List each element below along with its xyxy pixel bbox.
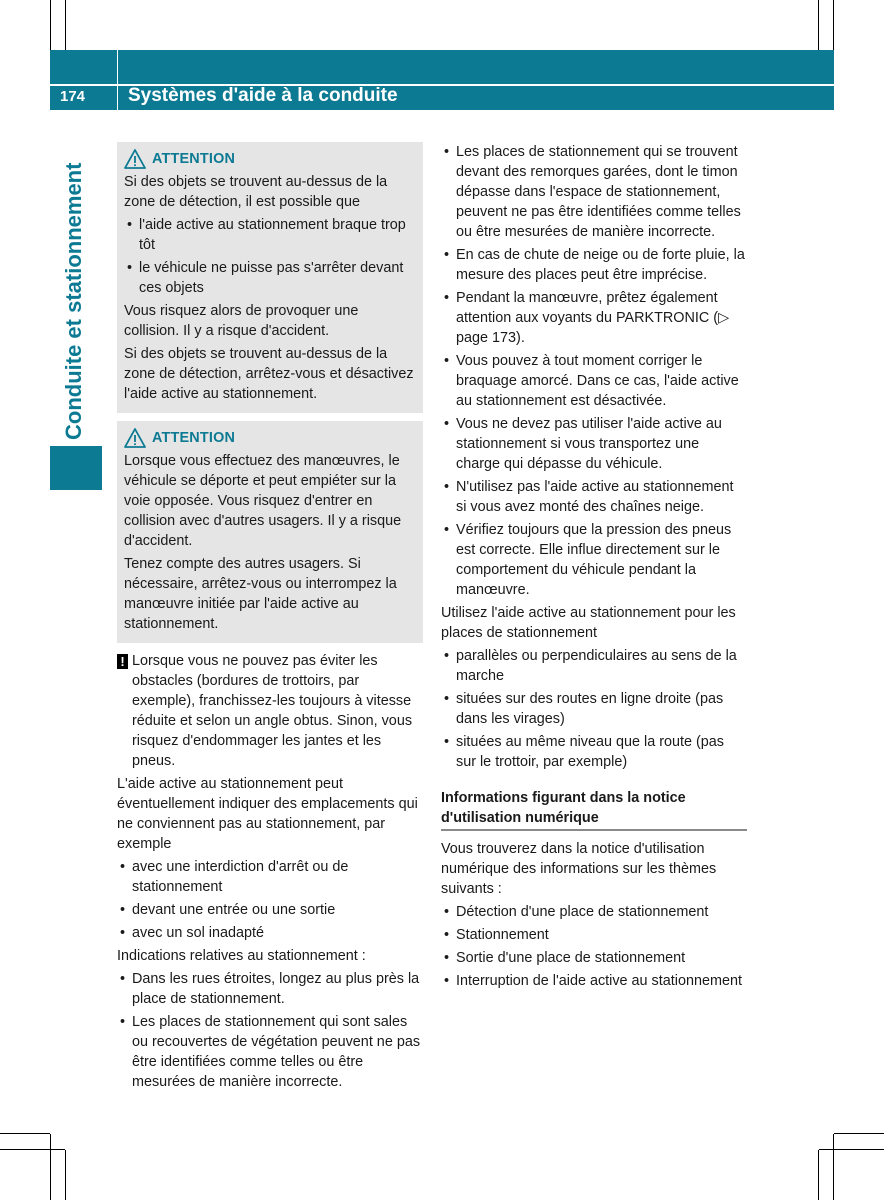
list-item: • Dans les rues étroites, longez au plus près la place de stationnement.: [117, 969, 423, 1009]
side-tab-label: Conduite et stationnement: [61, 162, 86, 440]
crop-mark: [833, 1134, 834, 1200]
notice: [117, 651, 423, 771]
warning-text: Si des objets se trouvent au-dessus de la zone de détection, arrêtez-vous et désactivez l'aide active au stationnement.: [124, 346, 414, 402]
list-item: • Sortie d'une place de stationnement: [441, 948, 747, 968]
crop-mark: [834, 1133, 884, 1134]
warning-box: [117, 142, 423, 413]
list-item: • Stationnement: [441, 925, 747, 945]
list-item: • le véhicule ne puisse pas s'arrêter devant ces objets: [124, 258, 416, 298]
warning-triangle-icon: [124, 428, 146, 448]
crop-mark: [833, 0, 834, 50]
crop-mark: [818, 1150, 819, 1200]
list-item: • devant une entrée ou une sortie: [117, 900, 423, 920]
list-item: • N'utilisez pas l'aide active au stationnement si vous avez monté des chaînes neige.: [441, 477, 747, 517]
list-item: • situées sur des routes en ligne droite (pas dans les virages): [441, 689, 747, 729]
paragraph: Indications relatives au stationnement :: [117, 948, 366, 964]
crop-mark: [0, 1149, 65, 1150]
notice-text: Lorsque vous ne pouvez pas éviter les obstacles (bordures de trottoirs, par exemple), franchissez-les toujours à vitesse réduite et selon un angle obtus. Sinon, vous risquez d'endommager les jantes et les pneus.: [132, 653, 413, 769]
warning-label: ATTENTION: [152, 430, 236, 446]
warning-box: [117, 421, 423, 643]
crop-mark: [818, 0, 819, 50]
list-item: • avec une interdiction d'arrêt ou de stationnement: [117, 857, 423, 897]
crop-mark: [0, 1133, 50, 1134]
warning-label: ATTENTION: [152, 151, 236, 167]
list-item: • avec un sol inadapté: [117, 923, 423, 943]
list-item: • Vérifiez toujours que la pression des pneus est correcte. Elle influe directement sur le comportement du véhicule pendant la manœuvre.: [441, 520, 747, 600]
paragraph: L'aide active au stationnement peut éventuellement indiquer des emplacements qui ne conviennent pas au stationnement, par exemple: [117, 776, 418, 852]
paragraph: Vous trouverez dans la notice d'utilisation numérique des informations sur les thèmes suivants :: [441, 841, 717, 897]
page-title: Systèmes d'aide à la conduite: [128, 85, 398, 106]
crop-mark: [65, 0, 66, 50]
warning-text: Tenez compte des autres usagers. Si nécessaire, arrêtez-vous ou interrompez la manœuvre initiée par l'aide active au stationnement.: [124, 556, 397, 632]
list-item: • l'aide active au stationnement braque trop tôt: [124, 215, 416, 255]
list-item: • situées au même niveau que la route (pas sur le trottoir, par exemple): [441, 732, 747, 772]
paragraph: Utilisez l'aide active au stationnement pour les places de stationnement: [441, 605, 736, 641]
right-column: [441, 142, 747, 994]
list-item: • Les places de stationnement qui sont sales ou recouvertes de végétation peuvent ne pas être identifiées comme telles ou être mesurées de manière incorrecte.: [117, 1012, 423, 1092]
bullet-list: [441, 902, 747, 991]
list-item: • Vous pouvez à tout moment corriger le braquage amorcé. Dans ce cas, l'aide active au stationnement est désactivée.: [441, 351, 747, 411]
left-column: [117, 142, 423, 1095]
warning-triangle-icon: [124, 149, 146, 169]
crop-mark: [819, 1149, 884, 1150]
page-number: 174: [60, 88, 86, 105]
crop-mark: [50, 1134, 51, 1200]
side-tab-marker: [50, 446, 102, 490]
warning-text: Vous risquez alors de provoquer une collision. Il y a risque d'accident.: [124, 303, 359, 339]
warning-text: Lorsque vous effectuez des manœuvres, le véhicule se déporte et peut empiéter sur la voie opposée. Vous risquez d'entrer en collision avec d'autres usagers. Il y a risque d'accident.: [124, 453, 402, 549]
list-item: • Vous ne devez pas utiliser l'aide active au stationnement si vous transportez une charge qui dépasse du véhicule.: [441, 414, 747, 474]
list-item: • En cas de chute de neige ou de forte pluie, la mesure des places peut être imprécise.: [441, 245, 747, 285]
section-heading: Informations figurant dans la notice d'utilisation numérique: [441, 788, 747, 831]
warning-text: Si des objets se trouvent au-dessus de la zone de détection, il est possible que: [124, 174, 388, 210]
bullet-list: [441, 142, 747, 600]
list-item: • Les places de stationnement qui se trouvent devant des remorques garées, dont le timon dépasse dans l'espace de stationnement, peuvent ne pas être identifiées comme telles ou être mesurées de manière incorrecte.: [441, 142, 747, 242]
bullet-list: [117, 857, 423, 943]
crop-mark: [65, 1150, 66, 1200]
warning-bullet-list: [124, 215, 416, 298]
list-item: • Interruption de l'aide active au stationnement: [441, 971, 747, 991]
crop-mark: [50, 0, 51, 50]
bullet-list: [441, 646, 747, 772]
list-item: • Détection d'une place de stationnement: [441, 902, 747, 922]
list-item: • Pendant la manœuvre, prêtez également attention aux voyants du PARKTRONIC (▷ page 173).: [441, 288, 747, 348]
bullet-list: [117, 969, 423, 1092]
exclamation-icon: !: [117, 654, 128, 669]
list-item: • parallèles ou perpendiculaires au sens de la marche: [441, 646, 747, 686]
